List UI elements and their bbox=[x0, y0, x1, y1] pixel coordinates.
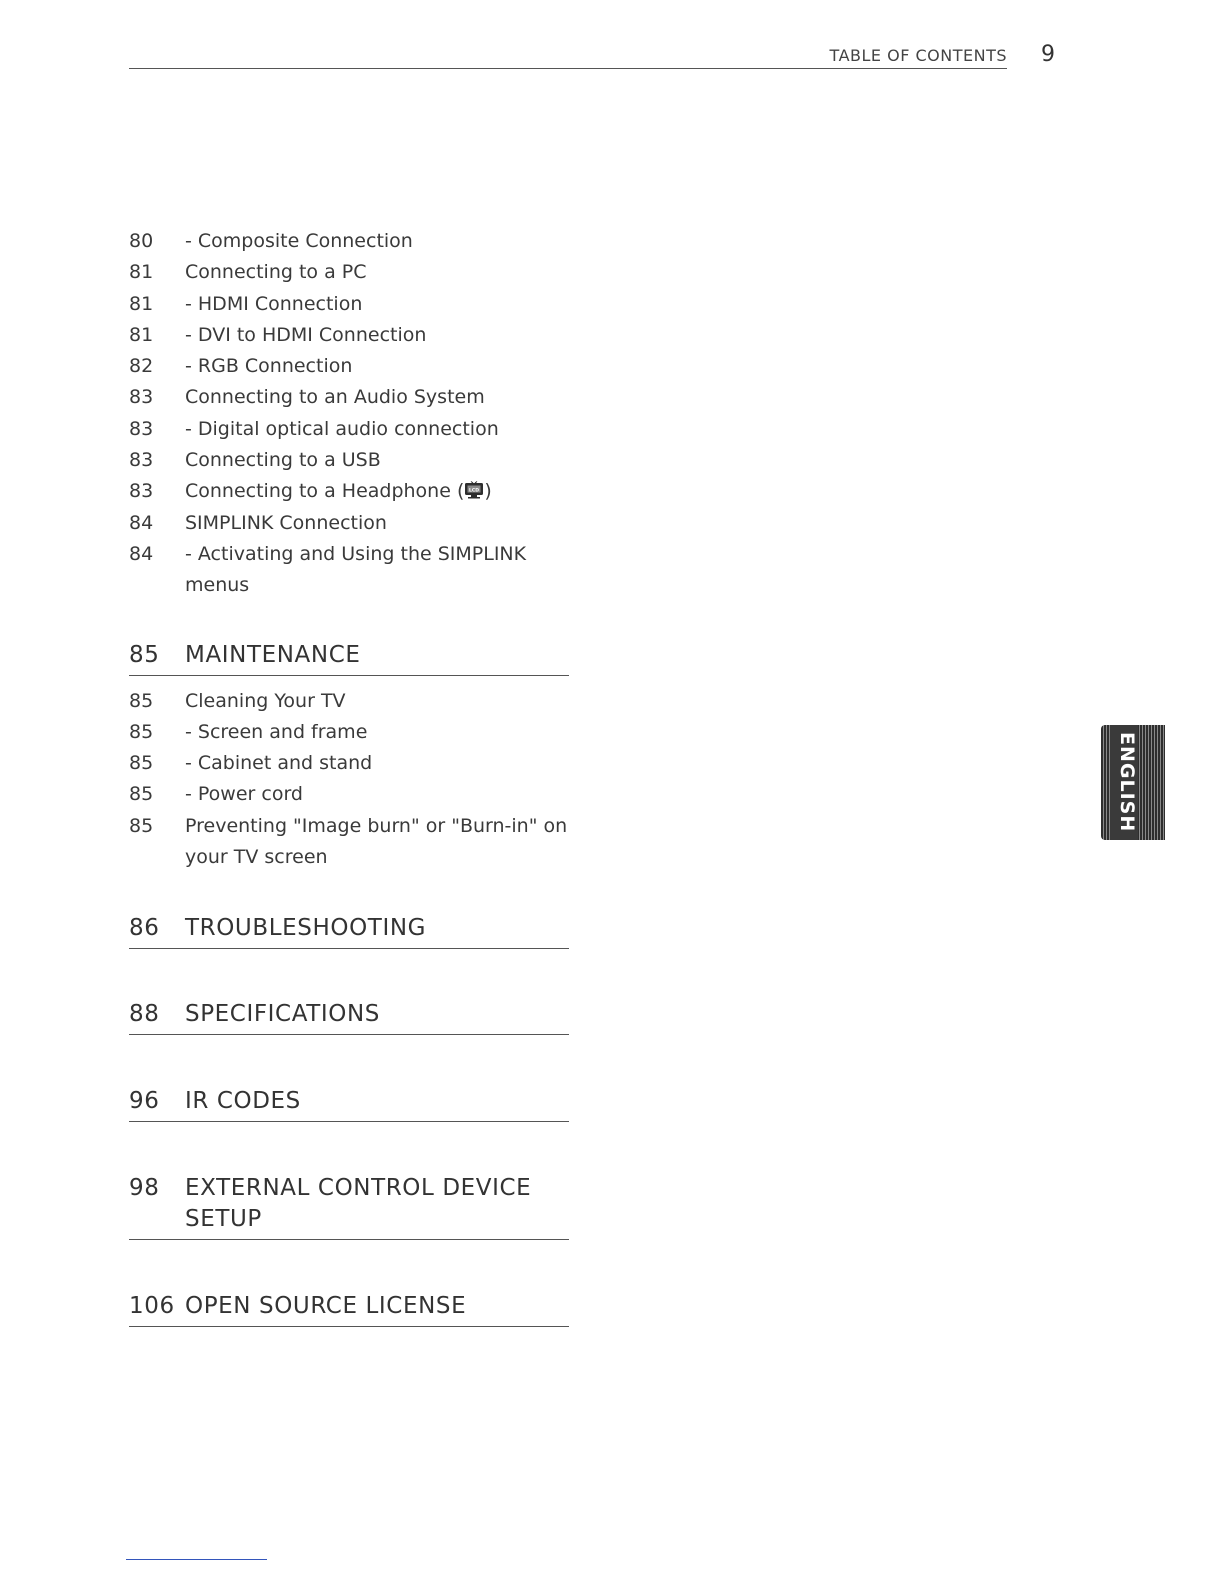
toc-entry-label: Connecting to a USB bbox=[185, 449, 381, 472]
section-title: SPECIFICATIONS bbox=[185, 1001, 381, 1028]
section-title: OPEN SOURCE LICENSE bbox=[185, 1293, 467, 1320]
section-page: 106 bbox=[129, 1293, 175, 1320]
header-divider bbox=[129, 68, 1007, 69]
toc-entry-label-suffix: ) bbox=[484, 480, 492, 503]
toc-entry[interactable] bbox=[129, 320, 569, 351]
toc-entry-page: 85 bbox=[129, 814, 154, 837]
section-title: IR CODES bbox=[185, 1088, 301, 1115]
toc-entry-label: Connecting to a PC bbox=[185, 261, 367, 284]
maintenance-entries bbox=[129, 686, 569, 874]
toc-entry-page: 81 bbox=[129, 323, 154, 346]
toc-entry[interactable] bbox=[129, 539, 569, 602]
toc-entries-top bbox=[129, 226, 569, 602]
toc-entry-page: 83 bbox=[129, 480, 154, 503]
language-side-tab bbox=[1101, 725, 1165, 840]
toc-entry-page: 85 bbox=[129, 689, 154, 712]
page-number: 9 bbox=[1041, 42, 1055, 67]
toc-entry[interactable] bbox=[129, 508, 569, 539]
section-heading-open-source[interactable] bbox=[129, 1291, 569, 1327]
section-heading-specifications[interactable] bbox=[129, 999, 569, 1035]
toc-entry[interactable] bbox=[129, 445, 569, 476]
toc-entry-label-wrap bbox=[185, 539, 569, 602]
toc-entry-page: 84 bbox=[129, 542, 154, 565]
toc-entry-page: 85 bbox=[129, 783, 154, 806]
section-page: 85 bbox=[129, 641, 160, 668]
section-heading-external-control[interactable] bbox=[129, 1173, 569, 1240]
toc-entry-page: 83 bbox=[129, 449, 154, 472]
section-page: 96 bbox=[129, 1088, 160, 1115]
toc-entry[interactable] bbox=[129, 779, 569, 810]
toc-entry[interactable] bbox=[129, 476, 569, 507]
toc-entry[interactable] bbox=[129, 351, 569, 382]
toc-entry-label-continued: your TV screen bbox=[185, 846, 328, 869]
toc-entry[interactable] bbox=[129, 289, 569, 320]
language-tab-label: ENGLISH bbox=[1110, 725, 1138, 840]
toc-entry-label: SIMPLINK Connection bbox=[185, 511, 387, 534]
toc-entry-label: Preventing "Image burn" or "Burn-in" on bbox=[185, 814, 568, 837]
toc-entry-page: 83 bbox=[129, 386, 154, 409]
toc-entry-label-wrap bbox=[185, 476, 569, 507]
toc-entry-label: Connecting to an Audio System bbox=[185, 386, 485, 409]
section-page: 88 bbox=[129, 1001, 160, 1028]
toc-entry-page: 85 bbox=[129, 720, 154, 743]
toc-entry-label: - Composite Connection bbox=[185, 230, 413, 252]
toc-entry-label: - Activating and Using the SIMPLINK bbox=[185, 542, 527, 565]
section-title: MAINTENANCE bbox=[185, 641, 361, 668]
toc-entry[interactable] bbox=[129, 257, 569, 288]
section-heading-ir-codes[interactable] bbox=[129, 1086, 569, 1122]
toc-entry-label: - RGB Connection bbox=[185, 355, 353, 378]
toc-entry-page: 84 bbox=[129, 511, 154, 534]
toc-entry-page: 81 bbox=[129, 292, 154, 315]
toc-entry-label: - HDMI Connection bbox=[185, 292, 363, 315]
toc-entry-label: - Digital optical audio connection bbox=[185, 417, 499, 440]
toc-entry-page: 81 bbox=[129, 261, 154, 284]
toc-entry-label: - Screen and frame bbox=[185, 720, 368, 743]
toc-entry-label: - DVI to HDMI Connection bbox=[185, 323, 427, 346]
page-header bbox=[129, 40, 1055, 70]
toc-entry[interactable] bbox=[129, 686, 569, 717]
toc-entry[interactable] bbox=[129, 811, 569, 874]
section-page: 98 bbox=[129, 1175, 160, 1202]
footer-divider bbox=[126, 1559, 267, 1560]
toc-entry[interactable] bbox=[129, 414, 569, 445]
toc-entry-label-wrap bbox=[185, 811, 569, 874]
toc-entry-label-continued: menus bbox=[185, 574, 250, 597]
toc-entry-page: 83 bbox=[129, 417, 154, 440]
lcd-tv-icon bbox=[464, 481, 484, 499]
toc-entry-label: Cleaning Your TV bbox=[185, 689, 346, 712]
toc-entry-page: 80 bbox=[129, 230, 154, 252]
table-of-contents bbox=[129, 226, 569, 1327]
toc-entry-label: - Cabinet and stand bbox=[185, 752, 373, 775]
header-title: TABLE OF CONTENTS bbox=[829, 46, 1007, 65]
toc-entry-page: 85 bbox=[129, 752, 154, 775]
section-title: TROUBLESHOOTING bbox=[185, 915, 427, 942]
toc-entry-label: - Power cord bbox=[185, 783, 303, 806]
section-heading-troubleshooting[interactable] bbox=[129, 913, 569, 949]
toc-entry-page: 82 bbox=[129, 355, 154, 378]
toc-entry[interactable] bbox=[129, 717, 569, 748]
section-title-line1: EXTERNAL CONTROL DEVICE bbox=[185, 1175, 532, 1202]
section-page: 86 bbox=[129, 915, 160, 942]
section-title-line2: SETUP bbox=[185, 1206, 262, 1233]
toc-entry[interactable] bbox=[129, 382, 569, 413]
toc-entry[interactable] bbox=[129, 748, 569, 779]
toc-entry-label: Connecting to a Headphone ( bbox=[185, 480, 465, 503]
section-title bbox=[185, 1173, 569, 1235]
section-heading-maintenance[interactable] bbox=[129, 640, 569, 676]
toc-entry[interactable] bbox=[129, 226, 569, 257]
svg-text:LCD: LCD bbox=[469, 488, 480, 494]
